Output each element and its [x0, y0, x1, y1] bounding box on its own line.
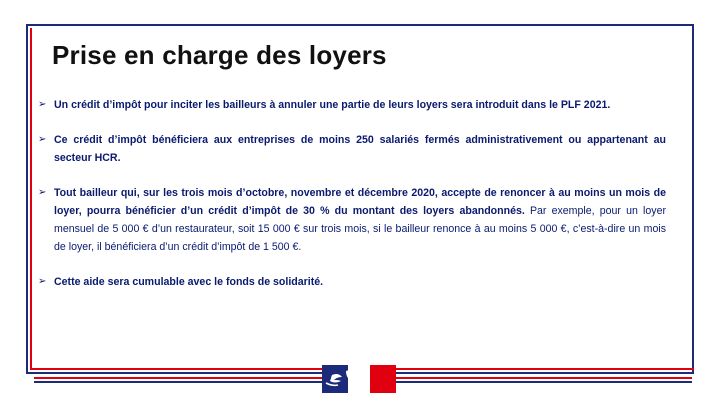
frame-line-red-right [396, 377, 692, 379]
frame-line-blue-right [396, 381, 692, 383]
bullet-bold-text: Ce crédit d’impôt bénéficiera aux entreprises de moins 250 salariés fermés administrativement ou appartenant au secteur HCR. [54, 134, 666, 164]
bullet-bold-text: Tout bailleur qui, sur les trois mois d’octobre, novembre et décembre 2020, accepte de renoncer à au moins un mois de loyer, pourra bénéficier d’un crédit d’impôt de 30 % du montant des loyers abandonnés. [54, 187, 666, 217]
bullet-bold-text: Un crédit d’impôt pour inciter les bailleurs à annuler une partie de leurs loyers sera introduit dans le PLF 2021. [54, 99, 611, 111]
bullet-bold-text: Cette aide sera cumulable avec le fonds de solidarité. [54, 276, 324, 288]
bullet-list [38, 96, 666, 291]
bullet-text: Par exemple, pour un loyer mensuel de 5 000 € d’un restaurateur, soit 15 000 € sur trois mois, si le bailleur renonce à au moins 5 000 €, c’est-à-dire un mois de loyer, il bénéficiera d’un crédit d’impôt de 1 500 €. [54, 205, 666, 253]
arrow-bullet-icon: ➢ [38, 99, 47, 110]
arrow-bullet-icon: ➢ [38, 134, 47, 145]
bullet-item [38, 273, 666, 291]
arrow-bullet-icon: ➢ [38, 187, 47, 198]
slide-title: Prise en charge des loyers [52, 40, 387, 70]
arrow-bullet-icon: ➢ [38, 276, 47, 287]
bullet-item [38, 184, 666, 256]
bullet-item [38, 96, 666, 114]
bullet-item [38, 131, 666, 167]
marianne-logo-icon [322, 365, 396, 393]
frame-line-blue-left [34, 381, 322, 383]
frame-line-red-left [34, 377, 322, 379]
